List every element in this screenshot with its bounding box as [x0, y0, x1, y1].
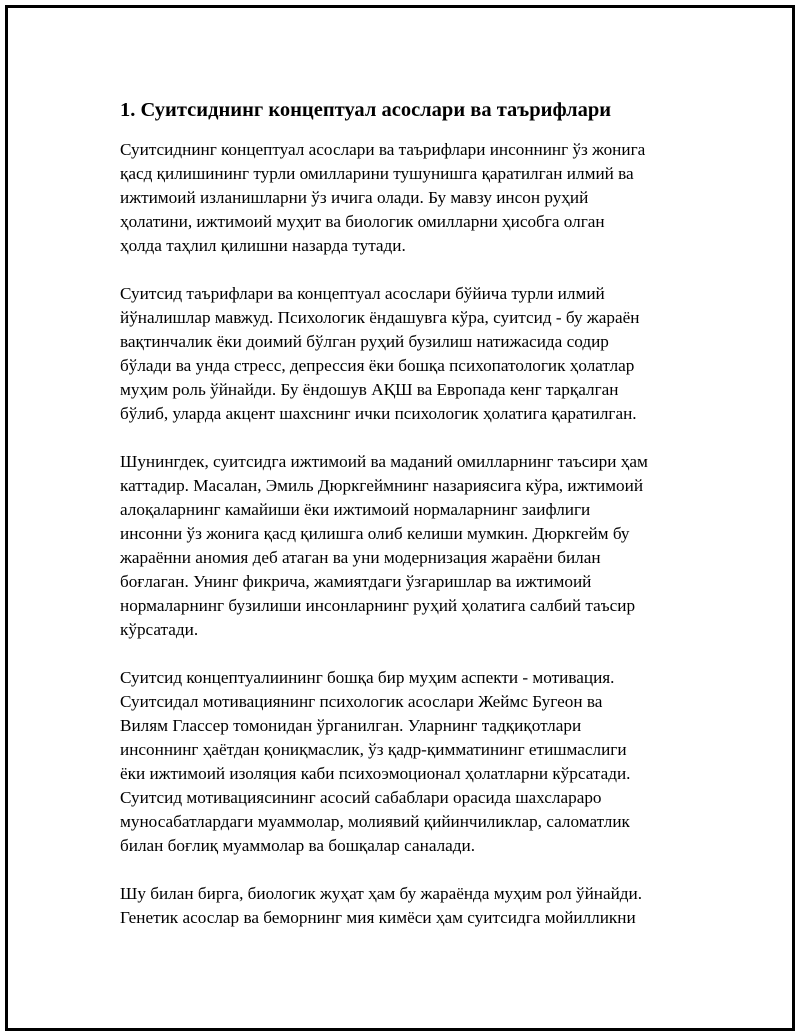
paragraph	[120, 282, 700, 426]
paragraph-line: Суитсиднинг концептуал асослари ва таърифлари инсоннинг ўз жонига	[120, 140, 646, 159]
paragraph-line: нормаларнинг бузилиши инсонларнинг руҳий ҳолатига салбий таъсир	[120, 596, 636, 615]
paragraph-line: кўрсатади.	[120, 620, 199, 639]
paragraph	[120, 666, 700, 858]
paragraph-line: ёки ижтимоий изоляция каби психоэмоционал ҳолатларни кўрсатади.	[120, 764, 631, 783]
paragraph-line: инсонни ўз жонига қасд қилишга олиб келиши мумкин. Дюркгейм бу	[120, 524, 630, 543]
paragraph-line: жараённи аномия деб атаган ва уни модернизация жараёни билан	[120, 548, 601, 567]
paragraph-line: йўналишлар мавжуд. Психологик ёндашувга кўра, суитсид - бу жараён	[120, 308, 640, 327]
paragraph-line: Суитсидал мотивациянинг психологик асослари Жеймс Бугеон ва	[120, 692, 603, 711]
paragraph	[120, 450, 700, 642]
paragraph-line: муҳим роль ўйнайди. Бу ёндошув АҚШ ва Европада кенг тарқалган	[120, 380, 619, 399]
paragraph-line: Вилям Глассер томонидан ўрганилган. Уларнинг тадқиқотлари	[120, 716, 582, 735]
paragraph-line: ҳолатини, ижтимоий муҳит ва биологик омилларни ҳисобга олган	[120, 212, 605, 231]
paragraph-line: Суитсид мотивациясининг асосий сабаблари орасида шахслараро	[120, 788, 602, 807]
paragraph-line: вақтинчалик ёки доимий бўлган руҳий бузилиш натижасида содир	[120, 332, 609, 351]
paragraph-line: боғлаган. Унинг фикрича, жамиятдаги ўзгаришлар ва ижтимоий	[120, 572, 592, 591]
paragraph-line: инсоннинг ҳаётдан қониқмаслик, ўз қадр-қимматининг етишмаслиги	[120, 740, 627, 759]
document-body	[120, 96, 700, 954]
paragraph-line: алоқаларнинг камайиши ёки ижтимоий нормаларнинг заифлиги	[120, 500, 591, 519]
paragraph-line: ҳолда таҳлил қилишни назарда тутади.	[120, 236, 406, 255]
paragraph-line: Суитсид концептуалиининг бошқа бир муҳим аспекти - мотивация.	[120, 668, 615, 687]
paragraph-line: Суитсид таърифлари ва концептуал асослари бўйича турли илмий	[120, 284, 605, 303]
paragraph	[120, 138, 700, 258]
paragraph-line: муносабатлардаги муаммолар, молиявий қийинчиликлар, саломатлик	[120, 812, 630, 831]
paragraph-line: бўлиб, уларда акцент шахснинг ички психологик ҳолатига қаратилган.	[120, 404, 637, 423]
paragraph-list	[120, 138, 700, 930]
paragraph-line: қасд қилишининг турли омилларини тушунишга қаратилган илмий ва	[120, 164, 634, 183]
paragraph-line: билан боғлиқ муаммолар ва бошқалар саналади.	[120, 836, 476, 855]
page-frame	[5, 5, 795, 1031]
section-heading: 1. Суитсиднинг концептуал асослари ва таърифлари	[120, 99, 612, 121]
paragraph-line: Шунингдек, суитсидга ижтимоий ва маданий омилларнинг таъсири ҳам	[120, 452, 648, 471]
paragraph	[120, 882, 700, 930]
paragraph-line: Шу билан бирга, биологик жуҳат ҳам бу жараёнда муҳим рол ўйнайди.	[120, 884, 643, 903]
paragraph-line: каттадир. Масалан, Эмиль Дюркгеймнинг назариясига кўра, ижтимоий	[120, 476, 644, 495]
paragraph-line: Генетик асослар ва беморнинг мия кимёси ҳам суитсидга мойилликни	[120, 908, 636, 927]
paragraph-line: бўлади ва унда стресс, депрессия ёки бошқа психопатологик ҳолатлар	[120, 356, 635, 375]
paragraph-line: ижтимоий изланишларни ўз ичига олади. Бу мавзу инсон руҳий	[120, 188, 589, 207]
